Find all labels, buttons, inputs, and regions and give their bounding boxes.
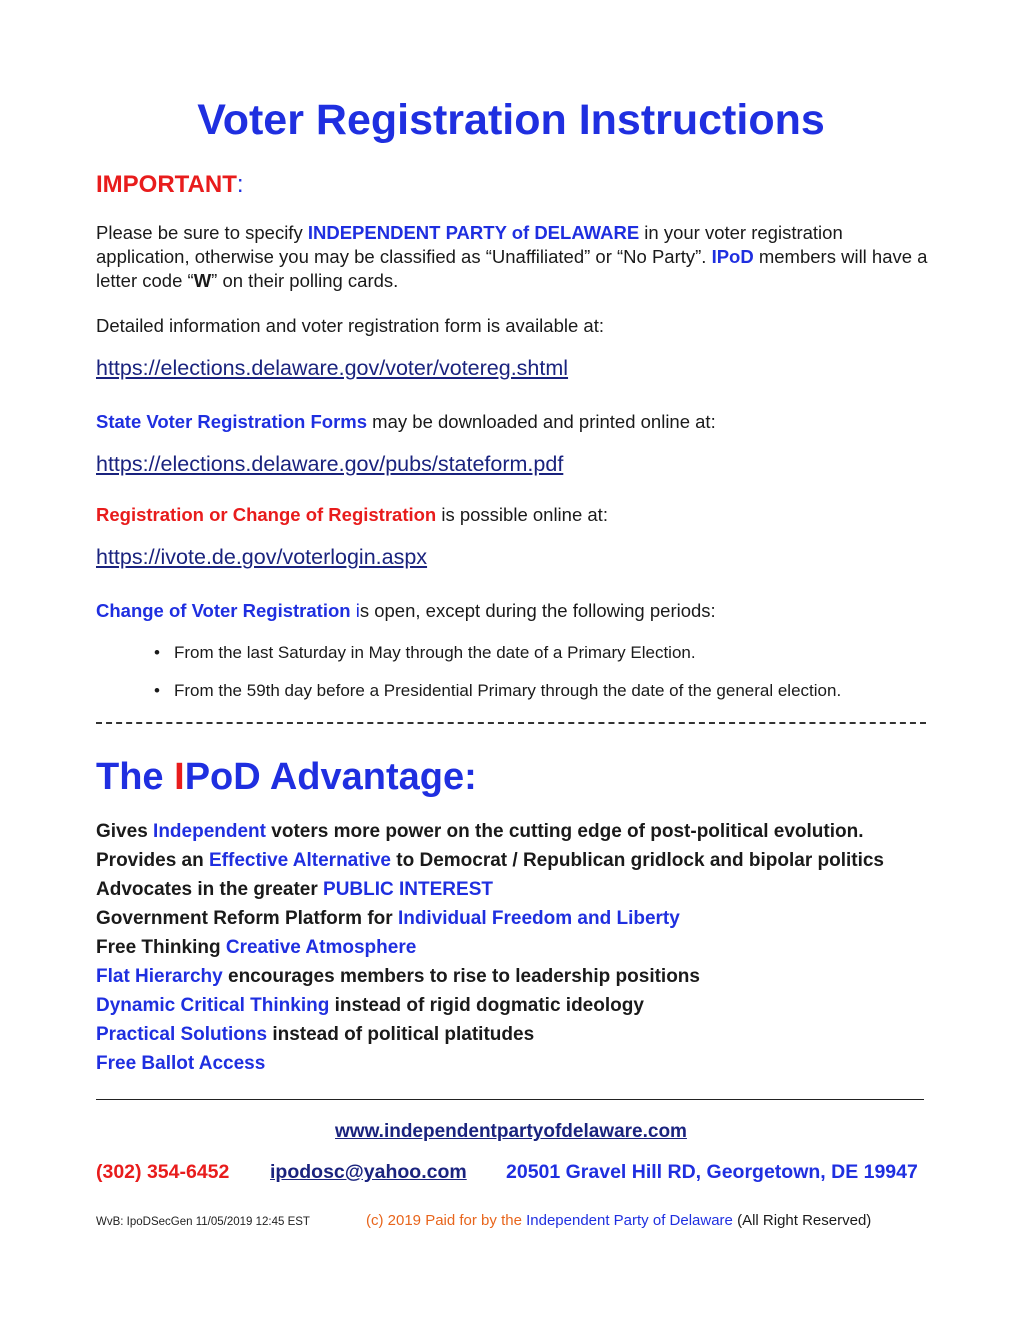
item-highlight: Dynamic Critical Thinking [96,995,330,1016]
list-item [96,1021,884,1050]
item-highlight: Independent [153,821,266,842]
stateform-link[interactable]: https://elections.delaware.gov/pubs/stateform.pdf [96,452,564,476]
advantage-title [96,756,477,799]
page-title: Voter Registration Instructions [197,96,825,144]
item-post: voters more power on the cutting edge of post-political evolution. [266,821,864,842]
periods-list [150,642,841,718]
paid-party: Independent Party of Delaware [526,1212,733,1229]
item-post: to Democrat / Republican gridlock and bipolar politics [390,850,885,871]
important-label: IMPORTANT [96,171,237,198]
advantage-title-i: I [174,756,185,798]
forms-paragraph [96,410,936,434]
advantage-title-a: The [96,756,175,798]
intro-text-2: in your voter registration application, otherwise you may be classified as “Unaffiliated” or “No Party”. [96,222,843,267]
list-item [96,847,884,876]
online-text: is possible online at: [436,504,608,525]
dashed-divider [96,722,926,724]
item-highlight: PUBLIC INTEREST [323,879,493,900]
item-highlight: Flat Hierarchy [96,966,223,987]
votereg-link[interactable]: https://elections.delaware.gov/voter/votereg.shtml [96,356,569,380]
intro-paragraph [96,221,936,293]
list-item [96,934,884,963]
paid-text-b: (All Right Reserved) [732,1212,872,1229]
email-link[interactable]: ipodosc@yahoo.com [270,1161,467,1183]
change-highlight: Change of Voter Registration [96,600,356,621]
solid-divider [96,1099,924,1100]
important-heading [96,171,244,199]
paid-for-notice [366,1212,871,1229]
list-item [150,642,841,680]
important-colon: : [236,171,244,198]
list-item [150,680,841,718]
advantage-title-b: PoD Advantage: [184,756,477,798]
intro-text-1: Please be sure to specify [96,222,308,243]
bullet-icon: • [154,681,160,700]
intro-text-3: members will have a letter code “ [96,246,928,291]
item-pre: Free Thinking [96,937,226,958]
bullet-icon: • [154,643,160,662]
change-highlight-i: i [355,600,360,621]
change-paragraph [96,599,936,623]
paid-text-a: (c) 2019 Paid for by the [366,1212,527,1229]
letter-code: W [193,270,212,291]
period-text: From the 59th day before a Presidential Primary through the date of the general election. [174,681,842,700]
website-link[interactable]: www.independentpartyofdelaware.com [335,1121,687,1142]
online-highlight: Registration or Change of Registration [96,504,437,525]
address: 20501 Gravel Hill RD, Georgetown, DE 19947 [506,1161,918,1183]
list-item [96,992,884,1021]
item-pre: Gives [96,821,154,842]
ivote-link[interactable]: https://ivote.de.gov/voterlogin.aspx [96,545,428,569]
list-item [96,818,884,847]
forms-text: may be downloaded and printed online at: [367,411,716,432]
list-item [96,905,884,934]
item-highlight: Creative Atmosphere [225,937,417,958]
advantage-list [96,818,884,1079]
item-pre: Provides an [96,850,209,871]
item-post: instead of rigid dogmatic ideology [329,995,644,1016]
item-pre: Government Reform Platform for [96,908,398,929]
ipod-label: IPoD [711,246,754,267]
detail-text: Detailed information and voter registration form is available at: [96,315,604,336]
intro-text-4: ” on their polling cards. [211,270,399,291]
list-item [96,963,884,992]
item-pre: Advocates in the greater [96,879,324,900]
online-paragraph [96,503,936,527]
list-item [96,1050,884,1079]
item-highlight: Free Ballot Access [96,1053,266,1074]
forms-highlight: State Voter Registration Forms [96,411,368,432]
phone-number: (302) 354-6452 [96,1161,230,1183]
item-post: encourages members to rise to leadership positions [222,966,700,987]
item-highlight: Practical Solutions [96,1024,268,1045]
list-item [96,876,884,905]
item-highlight: Individual Freedom and Liberty [397,908,680,929]
party-name: INDEPENDENT PARTY of DELAWARE [307,222,640,243]
item-highlight: Effective Alternative [209,850,391,871]
change-text: s open, except during the following periods: [359,600,716,621]
doc-id: WvB: IpoDSecGen 11/05/2019 12:45 EST [96,1216,310,1228]
item-post: instead of political platitudes [267,1024,535,1045]
period-text: From the last Saturday in May through the date of a Primary Election. [174,643,696,662]
